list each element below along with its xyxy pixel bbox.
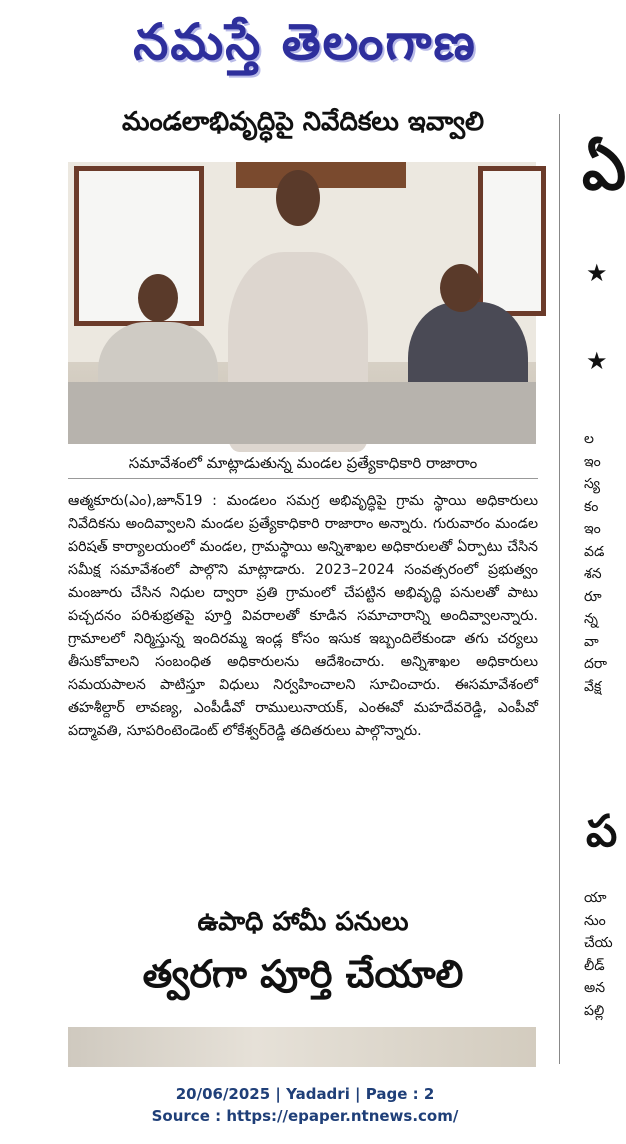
article2-kicker: ఉపాధి హామీ పనులు [197,907,409,937]
article-body: ఆత్మకూరు(ఎం),జూన్19 : మండలం సమగ్ర అభివృద్ధిపై గ్రామ స్థాయి అధికారులు నివేదికను అందివ్వాలని మండల ప్రత్యేకాధికారి రాజారాం అన్నారు. గురువారం మండల పరిషత్ కార్యాలయంలో మండల, గ్రామస్థాయి అన్నిశాఖల అధికారులతో ఏర్పాటు చేసిన సమీక్ష సమావేశంలో పాల్గొని మాట్లాడారు. 2023–2024 సంవత్సరంలో ప్రభుత్వం మంజూరు చేసిన నిధుల ద్వారా ప్రతి గ్రామంలో చేపట్టిన అభివృద్ధి పనులతో పాటు పచ్చదనం పరిశుభ్రతపై పూర్తి వివరాలతో కూడిన సమాచారాన్ని అందివ్వాలన్నారు. గ్రామాలలో నిర్మిస్తున్న ఇందిరమ్మ ఇండ్ల కోసం ఇసుక ఇబ్బందిలేకుండా తగు చర్యలు తీసుకోవాలని సంబంధిత అధికారులను ఆదేశించారు. అన్నిశాఖల అధికారులు సమయపాలన పాటిస్తూ విధులు నిర్వహించాలని సూచించారు. ఈసమావేశంలో తహశీల్దార్ లావణ్య, ఎంపీడీవో రాములునాయక్, ఎంఈవో మహదేవరెడ్డి, ఎంపీవో పద్మావతి, సూపరింటెండెంట్ లోకేశ్వర్‌రెడ్డి తదితరులు పాల్గొన్నారు. [68,493,538,739]
masthead-title: నమస్తే తెలంగాణ [133,13,477,71]
star-icon: ★ [586,259,608,287]
article2-photo [68,1027,536,1067]
footer-source-line: Source : https://epaper.ntnews.com/ [151,1107,459,1125]
main-article [68,92,538,996]
footer [0,1083,610,1127]
photo-caption: సమావేశంలో మాట్లాడుతున్న మండల ప్రత్యేకాధికారి రాజారాం [68,452,538,479]
star-icon-2: ★ [586,347,608,375]
footer-date-line: 20/06/2025 | Yadadri | Page : 2 [175,1085,435,1103]
article-headline: మండలాభివృద్ధిపై నివేదికలు ఇవ్వాలి [121,107,485,137]
article2-headline: త్వరగా పూర్తి చేయాలి [142,952,464,996]
side-headline-fragment-2: ప [586,806,618,857]
side-text-fragment-2: యా నుం చేయ లీడ్ అన పల్లి [584,890,613,1019]
column-divider [559,114,560,1064]
side-text-fragment: ల ఇం స్య కం ఇం వడ శన రూ న్న వా దరా వేక్ష [584,431,608,695]
side-headline-fragment: ఏ [582,131,626,204]
article-photo [68,162,536,444]
